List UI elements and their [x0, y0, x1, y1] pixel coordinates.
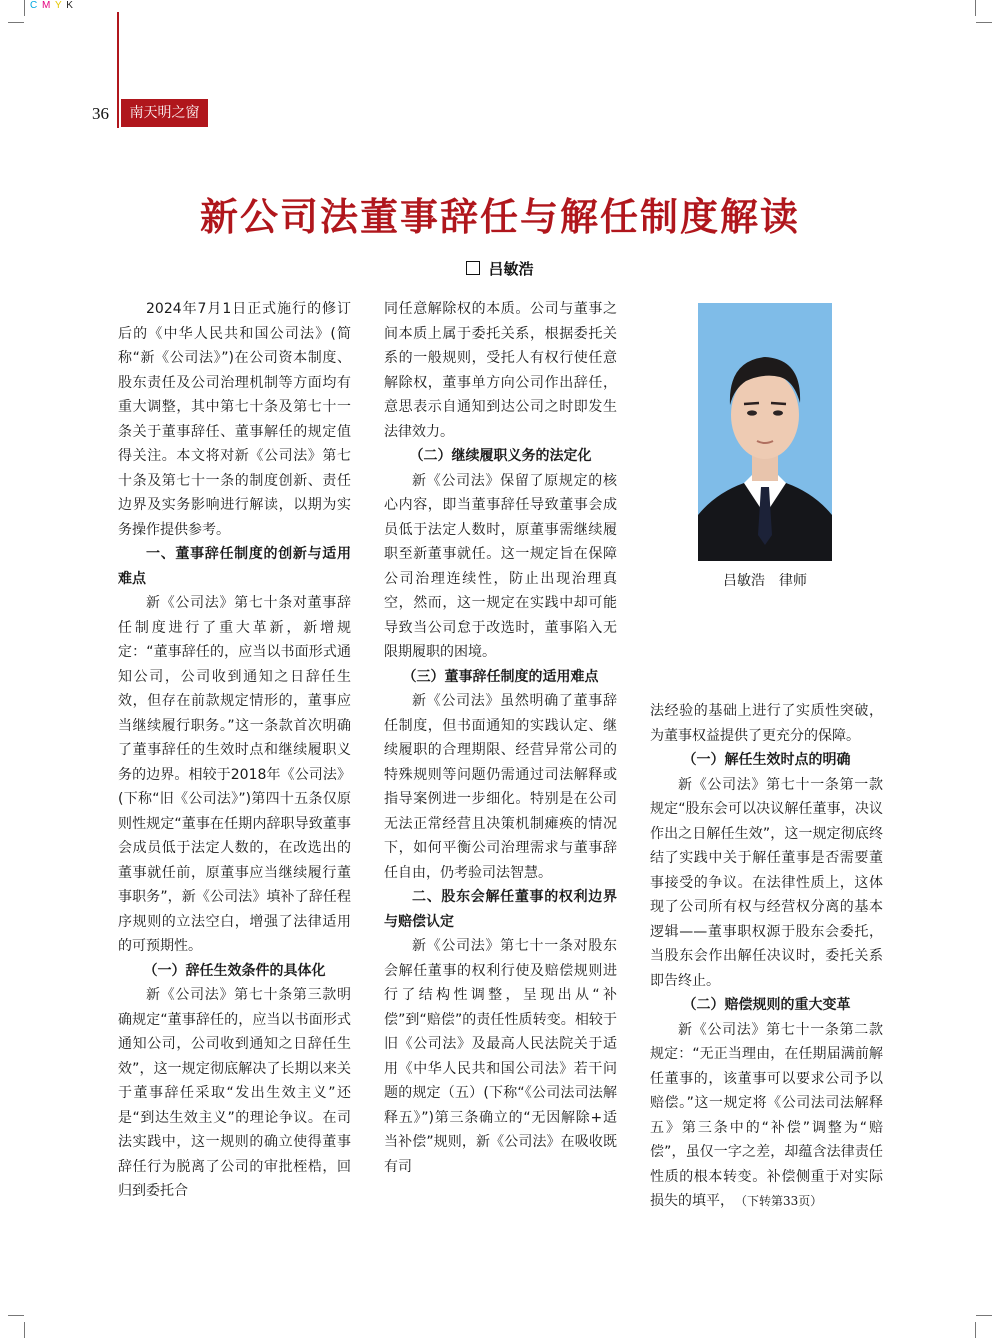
paragraph: 新《公司法》第七十一条第一款规定“股东会可以决议解任董事，决议作出之日解任生效”，这一规定彻底终结了实践中关于解任董事是否需要董事接受的争议。在法律性质上，这体现了公司所有权与经营权分离的基本逻辑——董事职权源于股东会委托，当股东会作出解任决议时，委托关系即告终止。: [650, 776, 883, 989]
author-name: 吕敏浩: [488, 260, 534, 278]
author-photo: [698, 303, 832, 561]
subsection-heading: （一）解任生效时点的明确: [682, 752, 851, 768]
section-label: 南天明之窗: [121, 99, 208, 127]
paragraph: 同任意解除权的本质。公司与董事之间本质上属于委托关系，根据委托关系的一般规则，受托人有权行使任意解除权，董事单方向公司作出辞任，意思表示自通知到达公司之时即发生法律效力。: [384, 301, 617, 440]
photo-caption: 吕敏浩 律师: [723, 573, 807, 589]
reg-c: C: [30, 0, 39, 11]
page-number: 36: [92, 104, 109, 123]
paragraph: [650, 1018, 883, 1214]
crop-mark-tr-v: [975, 0, 976, 16]
paragraph: 2024年7月1日正式施行的修订后的《中华人民共和国公司法》(简称“新《公司法》”)在公司资本制度、股东责任及公司治理机制等方面均有重大调整，其中第七十条及第七十一条关于董事辞任、董事解任的规定值得关注。本文将对新《公司法》第七十条及第七十一条的制度创新、责任边界及实务影响进行解读，以期为实务操作提供参考。: [118, 301, 351, 538]
byline-box-icon: [466, 261, 480, 275]
subsection-heading: （一）辞任生效条件的具体化: [143, 962, 326, 979]
continued-note: （下转第33页）: [741, 1194, 823, 1208]
crop-mark-tl-v: [24, 0, 25, 16]
crop-mark-br-v: [975, 1322, 976, 1338]
crop-mark-bl: [8, 1315, 24, 1316]
subsection-heading: （二）赔偿规则的重大变革: [682, 997, 851, 1013]
paragraph: 新《公司法》第七十条对董事辞任制度进行了重大革新，新增规定：“董事辞任的，应当以书面形式通知公司，公司收到通知之日辞任生效，但存在前款规定情形的，董事应当继续履行职务。”这一条款首次明确了董事辞任的生效时点和继续履职义务的边界。相较于2018年《公司法》(下称“旧《公司法》”)第四十五条仅原则性规定“董事在任期内辞职导致董事会成员低于法定人数的，在改选出的董事就任前，原董事应当继续履行董事职务”，新《公司法》填补了辞任程序规则的立法空白，增强了法律适用的可预期性。: [118, 595, 351, 954]
reg-m: M: [42, 0, 52, 11]
crop-mark-tr: [976, 22, 992, 23]
paragraph-text: 新《公司法》第七十一条第二款规定：“无正当理由，在任期届满前解任董事的，该董事可以要求公司予以赔偿。”这一规定将《公司法司法解释五》第三条中的“补偿”调整为“赔偿”，虽仅一字之差，却蕴含法律责任性质的根本转变。补偿侧重于对实际损失的填平，: [650, 1021, 883, 1209]
paragraph: 法经验的基础上进行了实质性突破，为董事权益提供了更充分的保障。: [650, 703, 883, 744]
subsection-heading: （三）董事辞任制度的适用难点: [402, 668, 599, 685]
column-2: [384, 297, 617, 1179]
article-title: 新公司法董事辞任与解任制度解读: [199, 195, 800, 239]
subsection-heading: （二）继续履职义务的法定化: [409, 448, 592, 464]
crop-mark-bl-v: [24, 1322, 25, 1338]
registration-marks: [30, 0, 74, 11]
section-heading: 二、股东会解任董事的权利边界与赔偿认定: [384, 889, 617, 930]
paragraph: 新《公司法》虽然明确了董事辞任制度，但书面通知的实践认定、继续履职的合理期限、经营异常公司的特殊规则等问题仍需通过司法解释或指导案例进一步细化。特别是在公司无法正常经营且决策机制瘫痪的情况下，如何平衡公司治理需求与董事辞任自由，仍考验司法智慧。: [384, 693, 617, 881]
column-1: [118, 297, 351, 1204]
column-3: [650, 699, 883, 1214]
paragraph: 新《公司法》第七十一条对股东会解任董事的权利行使及赔偿规则进行了结构性调整，呈现出从“补偿”到“赔偿”的责任性质转变。相较于旧《公司法》及最高人民法院关于适用《中华人民共和国公司法》若干问题的规定（五）(下称“《公司法司法解释五》”)第三条确立的“无因解除+适当补偿”规则，新《公司法》在吸收既有司: [384, 938, 617, 1175]
header-rule: [117, 12, 119, 128]
paragraph: 新《公司法》第七十条第三款明确规定“董事辞任的，应当以书面形式通知公司，公司收到通知之日辞任生效”，这一规定彻底解决了长期以来关于董事辞任采取“发出生效主义”还是“到达生效主义”的理论争议。在司法实践中，这一规则的确立使得董事辞任行为脱离了公司的审批桎梏，回归到委托合: [118, 987, 351, 1199]
byline: [0, 258, 1000, 279]
paragraph: 新《公司法》保留了原规定的核心内容，即当董事辞任导致董事会成员低于法定人数时，原董事需继续履职至新董事就任。这一规定旨在保障公司治理连续性，防止出现治理真空，然而，这一规定在实践中却可能导致当公司怠于改选时，董事陷入无限期履职的困境。: [384, 472, 617, 660]
reg-k: K: [66, 0, 74, 11]
crop-mark-br: [976, 1315, 992, 1316]
portrait-image: [698, 303, 832, 561]
section-heading: 一、董事辞任制度的创新与适用难点: [118, 546, 351, 587]
crop-mark-tl: [8, 22, 24, 23]
reg-y: Y: [54, 0, 63, 11]
